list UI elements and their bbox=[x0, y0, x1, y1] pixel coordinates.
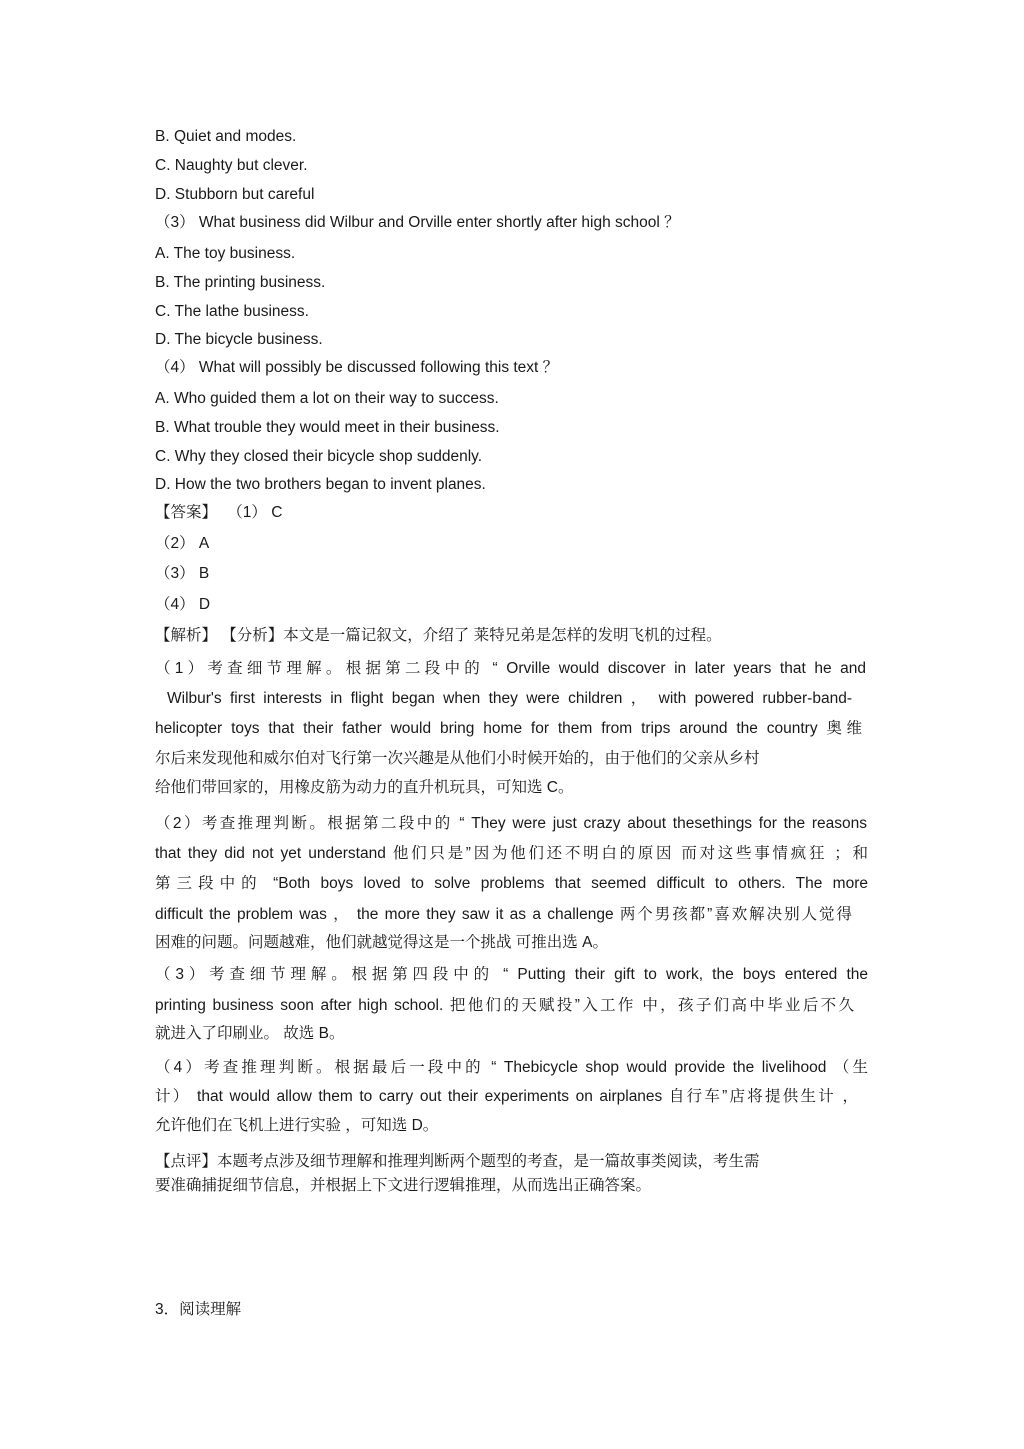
analysis-q1-line: 给他们带回家的，用橡皮筋为动力的直升机玩具，可知选 C。 bbox=[155, 779, 574, 796]
q3-option-b: B. The printing business. bbox=[155, 274, 326, 291]
q3-option-a: A. The toy business. bbox=[155, 245, 296, 262]
analysis-q3-line: printing business soon after high school. 把他们的天赋投”入工作 中，孩子们高中毕业后不久 bbox=[155, 997, 854, 1014]
analysis-header: 【解析】 【分析】本文是一篇记叙文，介绍了 莱特兄弟是怎样的发明飞机的过程。 bbox=[155, 627, 722, 644]
analysis-q4-line: （4）考查推理判断。根据最后一段中的 “ Thebicycle shop would provide the livelihood （生 bbox=[155, 1059, 868, 1076]
answer-label: 【答案】 bbox=[155, 504, 218, 521]
q4-option-d: D. How the two brothers began to invent planes. bbox=[155, 476, 486, 493]
answer-item: （1） C bbox=[235, 504, 283, 521]
analysis-q2-line: 困难的问题。问题越难，他们就越觉得这是一个挑战 可推出选 A。 bbox=[155, 934, 608, 951]
analysis-q2-line: 第三段中的 “Both boys loved to solve problems that seemed difficult to others. The more bbox=[155, 875, 868, 892]
q4-option-a: A. Who guided them a lot on their way to success. bbox=[155, 390, 499, 407]
analysis-q3-line: 就进入了印刷业。 故选 B。 bbox=[155, 1025, 345, 1042]
analysis-q3-line: （3）考查细节理解。根据第四段中的 “ Putting their gift to work, the boys entered the bbox=[155, 966, 868, 983]
analysis-q1-line: 尔后来发现他和威尔伯对飞行第一次兴趣是从他们小时候开始的，由于他们的父亲从乡村 bbox=[155, 750, 760, 767]
answer-item: （4） D bbox=[155, 596, 211, 613]
answer-item: （2） A bbox=[155, 535, 210, 552]
q4-option-c: C. Why they closed their bicycle shop suddenly. bbox=[155, 448, 483, 465]
comment-line: 要准确捕捉细节信息，并根据上下文进行逻辑推理，从而选出正确答案。 bbox=[155, 1177, 652, 1194]
analysis-q2-line: difficult the problem was ， the more they saw it as a challenge 两个男孩都”喜欢解决别人觉得 bbox=[155, 906, 852, 923]
answer-line bbox=[155, 503, 282, 523]
analysis-q1-line: （1）考查细节理解。根据第二段中的 “ Orville would discover in later years that he and bbox=[155, 660, 866, 677]
comment-line: 【点评】本题考点涉及细节理解和推理判断两个题型的考查，是一篇故事类阅读，考生需 bbox=[155, 1153, 760, 1170]
q3-option-c: C. The lathe business. bbox=[155, 303, 309, 320]
analysis-q4-line: 计） that would allow them to carry out their experiments on airplanes 自行车”店将提供生计 ， bbox=[155, 1088, 858, 1105]
q2-option-c: C. Naughty but clever. bbox=[155, 157, 308, 174]
q2-option-d: D. Stubborn but careful bbox=[155, 186, 315, 203]
q4-option-b: B. What trouble they would meet in their business. bbox=[155, 419, 500, 436]
q4-stem: （4） What will possibly be discussed following this text ？ bbox=[155, 359, 559, 376]
section-heading: 3．阅读理解 bbox=[155, 1301, 242, 1318]
answer-item: （3） B bbox=[155, 565, 210, 582]
analysis-q2-line: （2）考查推理判断。根据第二段中的 “ They were just crazy about thesethings for the reasons bbox=[155, 815, 867, 832]
analysis-q1-line: helicopter toys that their father would bring home for them from trips around the country 奥维 bbox=[155, 720, 862, 737]
q2-option-b: B. Quiet and modes. bbox=[155, 128, 297, 145]
analysis-q4-line: 允许他们在飞机上进行实验 ，可知选 D。 bbox=[155, 1117, 439, 1134]
analysis-q1-line: Wilbur's first interests in flight began when they were children ， with powered rubber-band- bbox=[167, 690, 852, 707]
analysis-q2-line: that they did not yet understand 他们只是”因为他们还不明白的原因 而对这些事情疯狂 ；和 bbox=[155, 845, 868, 862]
q3-option-d: D. The bicycle business. bbox=[155, 331, 323, 348]
q3-stem: （3） What business did Wilbur and Orville enter shortly after high school ？ bbox=[155, 214, 680, 231]
